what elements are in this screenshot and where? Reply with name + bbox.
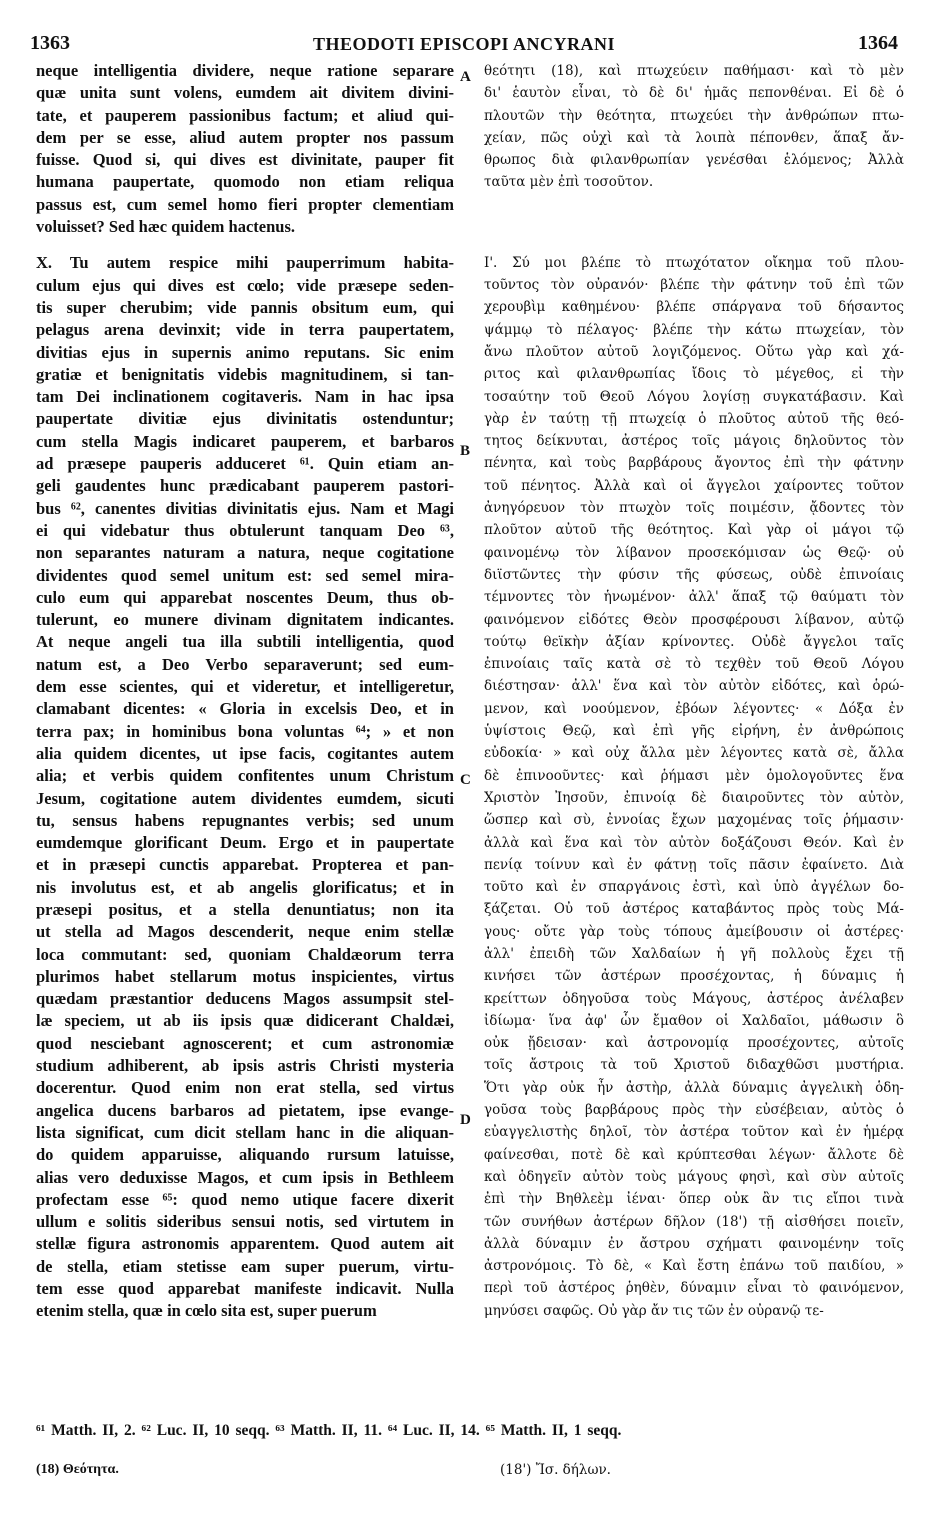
text-line: dividentes quod semel unitum est: sed semel mira- (36, 565, 454, 585)
text-line: quod nesciebant agnoscerent; et cum astronomiæ (36, 1033, 454, 1053)
text-line: πενίᾳ τοίνυν καὶ ἐν φάτνῃ τοῖς πᾶσιν ἐφαίνετο. Διὰ (484, 856, 904, 873)
section-marker-c: C (460, 772, 471, 788)
text-line: κρείττων ὁδηγοῦσα τοὺς Μάγους, ἀστέρος ἀνέλαβεν (484, 990, 904, 1007)
text-line: εὐαγγελιστὴς δηλοῖ, τὸν ἀστέρα τοῦτον καὶ ἐν ἡμέρᾳ (484, 1124, 904, 1141)
text-line: οὐκ ᾔδεισαν· καὶ ἀστρονομίᾳ προσέχοντες, αὐτοῖς (484, 1035, 904, 1052)
text-line: passus est, cum semel homo fieri propter clementiam (36, 194, 454, 214)
critical-note-left: (18) Θεότητα. (36, 1462, 119, 1477)
text-line: ριτος καὶ φιλανθρωπίας ἴδοις τὸ μέγεθος, εἰ τὴν (484, 366, 904, 383)
text-line: τῶν συνήθων ἀστέρων δῆλον (18') τῇ αἰσθήσει ποιεῖν, (484, 1213, 904, 1230)
text-line: τοῖς ἄστροις τὰ τοῦ Χριστοῦ διδαχθῶσι μυστήρια. (484, 1057, 904, 1074)
text-line: quæ unita sunt volens, eumdem ait divitem divini- (36, 83, 454, 103)
text-line: At neque angeli tua illa subtili intelligentia, quod (36, 632, 454, 652)
text-line: præsepi positus, et a stella denuntiatus; non ita (36, 899, 454, 919)
text-line: terra pax; in hominibus bona voluntas ⁶⁴; » et non (36, 721, 454, 741)
text-line: tate, et pauperem passionibus factum; et aliud qui- (36, 105, 454, 125)
text-line: κινήσει τῶν ἀστέρων προσέχοντας, ἡ δύναμις ἡ (484, 968, 904, 985)
text-line: πλουτῶν τὴν θεότητα, πτωχεύει τὴν ἀνθρώπων πτω- (484, 107, 904, 124)
text-line: X. Tu autem respice mihi pauperrimum habita- (36, 253, 454, 273)
text-line: ἐπινοίαις ταῖς κατὰ σὲ τὸ τεχθὲν τοῦ Θεοῦ Λόγου (484, 656, 904, 673)
text-line: nis involutus est, et ab angelis glorificatus; et in (36, 877, 454, 897)
section-marker-a: A (460, 69, 471, 85)
text-line: φαίνεσθαι, ποτὲ δὲ καὶ κρύπτεσθαι λέγων· ἄλλοτε δὲ (484, 1146, 904, 1163)
greek-column (484, 60, 904, 1322)
greek-paragraph-2 (484, 252, 904, 1322)
text-line: ταῦτα μὲν ἐπὶ τοσοῦτον. (484, 174, 654, 191)
text-line: περὶ τοῦ ἀστέρος ῥηθὲν, δύναμιν εἶναι τὸ φαινόμενον, (484, 1280, 904, 1297)
text-line: μηνύσει σαφῶς. Οὐ γὰρ ἄν τις τῶν ἐν οὐρανῷ τε- (484, 1302, 824, 1319)
paragraph-gap (36, 238, 454, 252)
latin-paragraph-2 (36, 252, 454, 1322)
text-line: γοῦσα τοὺς βαρβάρους πρὸς τὴν εὐσέβειαν, αὐτὸς ὁ (484, 1102, 904, 1119)
text-line: humana paupertate, quomodo non etiam reliqua (36, 172, 454, 192)
text-line: plurimos habet stellarum motus inspicientes, virtus (36, 966, 454, 986)
text-line: τοσαύτην τοῦ Θεοῦ Λόγου λογίσῃ συγκατάβασιν. Καὶ (484, 388, 904, 405)
section-marker-d: D (460, 1112, 471, 1128)
text-line: angelica ducens barbaros ad pietatem, ipse evange- (36, 1100, 454, 1120)
text-line: gratiæ et benignitatis videbis magnitudinem, si tan- (36, 364, 454, 384)
text-line: ullum e solitis sideribus sensui notis, sed virtutem in (36, 1212, 454, 1232)
text-line: ψάμμῳ τὸ πέλαγος· βλέπε τὴν κάτω πτωχείαν, τὸν (484, 321, 904, 338)
page-number-right: 1364 (858, 32, 898, 54)
text-line: et in præsepi cunctis apparebat. Propterea et pan- (36, 855, 454, 875)
critical-notes (36, 1462, 904, 1478)
text-line: φαινόμενον εἰδότες Θεὸν προσφέρουσι λίβανον, αὐτῷ (484, 611, 904, 628)
text-line: natum est, a Deo Verbo separaverunt; sed eum- (36, 654, 454, 674)
text-line: ἀλλὰ δύναμιν ἐν ἄστρου σχήματι φαινομένην τοῖς (484, 1235, 904, 1252)
text-line: καὶ ὁδηγεῖν αὐτὸν τοὺς μάγους φησὶ, καὶ σὺν αὐτοῖς (484, 1168, 904, 1185)
greek-paragraph-1 (484, 60, 904, 194)
text-line: τοῦ πένητος. Ἀλλὰ καὶ οἱ ἄγγελοι χαίροντες τοῦτον (484, 477, 904, 494)
text-line: φαινομένῳ τὸν λίβανον προσεκόμισαν ὡς Θεῷ· οὐ (484, 544, 904, 561)
text-line: Jesum, cogitatione autem dividentes eumdem, sicuti (36, 788, 454, 808)
text-line: μενον, καὶ νοούμενον, ἐβόων λέγοντες· « Δόξα ἐν (484, 700, 904, 717)
text-line: ὥσπερ καὶ σὺ, ἐννοίας ἔχων μαχομένας τοῖς ῥήμασιν· (484, 812, 904, 829)
text-line: θρωπος διὰ φιλανθρωπίαν γενέσθαι ἑλόμενος; Ἀλλὰ (484, 152, 904, 169)
running-title: THEODOTI EPISCOPI ANCYRANI (312, 34, 616, 54)
text-line: lista significat, cum dicit stellam hanc in die aliquan- (36, 1122, 454, 1142)
text-line: διϊστῶντες τὴν φύσιν τῆς φύσεως, οὐδὲ ἐπινοίαις (484, 566, 904, 583)
text-line: τητος δείκνυται, ἀστέρος τοῖς μάγοις δηλοῦντος τὸν (484, 433, 904, 450)
text-line: διέστησαν· ἀλλ' ἕνα καὶ τὸν αὐτὸν εἰδότες, καὶ ὁρώ- (484, 678, 904, 695)
paragraph-gap (484, 194, 904, 252)
text-line: ἀστρονόμοις. Τὸ δὲ, « Καὶ ἔστη ἐπάνω τοῦ παιδίου, » (484, 1258, 904, 1275)
text-line: ἀνηγόρευον τὸν πτωχὸν τοῖς ποιμέσιν, ᾄδοντες τὸν (484, 500, 904, 517)
text-line: dem per se esse, aliud autem propter nos passum (36, 127, 454, 147)
text-line: tem esse quod apparebat manifeste indicavit. Nulla (36, 1279, 454, 1299)
text-line: eumdemque glorificant Deum. Ergo et in paupertate (36, 833, 454, 853)
text-line: τέμνοντες τὸν ἡνωμένον· ἀλλ' ἅπαξ τῷ θαύματι τὸν (484, 589, 904, 606)
text-line: τούτῳ θεϊκὴν ἀξίαν κρίνοντες. Οὐδὲ ἄγγελοι ταῖς (484, 633, 904, 650)
text-line: τοῦντος τὸν οὐρανόν· βλέπε τὴν φάτνην τοῦ ἐπὶ τῶν (484, 277, 904, 294)
text-line: δι' ἑαυτὸν εἶναι, τὸ δὲ δι' ἡμᾶς πεπονθέναι. Εἰ δὲ ὁ (484, 85, 904, 102)
text-line: ἀλλ' ἐπειδὴ τῶν Χαλδαίων ἡ γῆ πολλοὺς ἔχει τῇ (484, 945, 904, 962)
text-line: Ι'. Σύ μοι βλέπε τὸ πτωχότατον οἴκημα τοῦ πλου- (484, 254, 904, 271)
text-line: quædam præstantior deducens Magos assumpsit stel- (36, 989, 454, 1009)
text-line: fuisse. Quod si, qui dives est divinitate, pauper fit (36, 150, 454, 170)
text-line: τοῦτο καὶ ἐν σπαργάνοις ἐστὶ, καὶ ὑπὸ ἀγγέλων δο- (484, 879, 904, 896)
text-line: loca commutant: sed, quoniam Chaldæorum terra (36, 944, 454, 964)
text-line: docerentur. Quod enim non erat stella, sed virtus (36, 1078, 454, 1098)
text-line: ξάζεται. Οὐ τοῦ ἀστέρος καταβάντος πρὸς τοὺς Μά- (484, 901, 904, 918)
text-line: neque intelligentia dividere, neque ratione separare (36, 61, 454, 80)
text-line: γὰρ ἐν ταύτῃ τῇ πτωχείᾳ ὁ πλοῦτος αὐτοῦ τῆς θεό- (484, 410, 904, 427)
text-line: bus ⁶², canentes divitias divinitatis ejus. Nam et Magi (36, 498, 454, 518)
running-header (30, 30, 898, 60)
text-line: voluisset? Sed hæc quidem hactenus. (36, 217, 295, 237)
text-line: divitias ejus in supernis animo reputans. Sic enim (36, 342, 454, 362)
text-line: do quidem apparuisse, aliquando rursum latuisse, (36, 1145, 454, 1165)
text-line: ἀλλὰ καὶ ἕνα καὶ τὸν αὐτὸν δοξάζουσι Θεόν. Καὶ ἐν (484, 834, 904, 851)
text-line: clamabant dicentes: « Gloria in excelsis Deo, et in (36, 699, 454, 719)
text-line: de stella, etiam stetisse eam super puerum, virtu- (36, 1256, 454, 1276)
section-marker-b: B (460, 443, 471, 459)
text-line: alias vero deduxisse Magos, et cum ipsis in Bethleem (36, 1167, 454, 1187)
footnote-references: ⁶¹ Matth. II, 2. ⁶² Luc. II, 10 seqq. ⁶³ Matth. II, 11. ⁶⁴ Luc. II, 14. ⁶⁵ Matth. II, 1 seqq. (36, 1422, 622, 1439)
latin-column (36, 60, 454, 1323)
text-line: geli gaudentes hunc prædicabant pauperem pastori- (36, 476, 454, 496)
text-line: ἰδίωμα· ἵνα ἀφ' ὧν ἔμαθον οἱ Χαλδαῖοι, μάθωσιν ὃ (484, 1012, 904, 1029)
text-line: tam Dei inclinationem cogitaveris. Nam in hac ipsa (36, 387, 454, 407)
text-line: alia; et verbis quidem confitentes unum Christum (36, 766, 454, 786)
text-line: ἐπὶ τὴν Βηθλεὲμ ἰέναι· ὅπερ οὐκ ἂν τις εἴποι τινὰ (484, 1191, 904, 1208)
text-line: εὐδοκία· » καὶ οὐχ ἄλλα μὲν λέγοντες κατὰ σὲ, ἄλλα (484, 745, 904, 762)
text-line: Ὅτι γὰρ οὐκ ἦν ἀστὴρ, ἀλλὰ δύναμις ἀγγελικὴ ὁδη- (484, 1079, 904, 1096)
text-line: γους· οὔτε γὰρ τοὺς τόπους ἀμείβουσιν οἱ ἀστέρες· (484, 923, 904, 940)
text-line: etenim stella, quæ in cœlo sita est, super puerum (36, 1301, 377, 1321)
text-line: alia quidem dicentes, ut ipse facis, cogitantes autem (36, 743, 454, 763)
text-line: pelagus arena devinxit; vide in terra paupertatem, (36, 320, 454, 340)
text-line: stellæ figura astronomis apparentem. Quod autem ait (36, 1234, 454, 1254)
critical-note-right: (18') Ἴσ. δήλων. (500, 1462, 611, 1478)
text-line: paupertate divitiæ ejus divinitatis ostenduntur; (36, 409, 454, 429)
text-line: profectam esse ⁶⁵: quod nemo utique facere dixerit (36, 1189, 454, 1209)
text-line: culo eum qui apparebat noscentes Deum, thus ob- (36, 587, 454, 607)
text-line: χείαν, πῶς οὐχὶ καὶ τὰ λοιπὰ πέπονθεν, ἅπαξ ἄν- (484, 129, 904, 146)
text-line: Χριστὸν Ἰησοῦν, ἐπινοίᾳ δὲ διαιροῦντες τὸν αὐτὸν, (484, 789, 904, 806)
text-line: δὲ ἐπινοοῦντες· καὶ ῥήμασι μὲν ὁμολογοῦντες ἕνα (484, 767, 904, 784)
text-line: non separantes naturam a natura, neque cogitatione (36, 543, 454, 563)
latin-paragraph-1 (36, 60, 454, 238)
text-line: θεότητι (18), καὶ πτωχεύειν παθήμασι· καὶ τὸ μὲν (484, 63, 904, 79)
text-line: læ speciem, ut ab iis ipsis quæ didicerant Chaldæi, (36, 1011, 454, 1031)
text-line: tu, sensus habens repugnantes verbis; sed unum (36, 810, 454, 830)
text-line: studium adhiberent, ab ipsis astris Christi mysteria (36, 1056, 454, 1076)
text-line: cum stella Magis indicaret pauperem, et barbaros (36, 431, 454, 451)
text-line: ἄνω πλοῦτον αὐτοῦ λογιζόμενος. Οὕτω γὰρ καὶ χά- (484, 343, 904, 360)
text-line: tis super cherubim; vide pannis obsitum eum, qui (36, 297, 454, 317)
text-line: πλοῦτον αὐτοῦ τῆς θεότητος. Καὶ γὰρ οἱ μάγοι τῷ (484, 522, 904, 539)
text-line: ad præsepe pauperis adduceret ⁶¹. Quin etiam an- (36, 454, 454, 474)
text-line: culum ejus qui dives est cœlo; vide præsepe seden- (36, 275, 454, 295)
text-line: ὑψίστοις Θεῷ, καὶ ἐπὶ γῆς εἰρήνη, ἐν ἀνθρώποις (484, 723, 904, 740)
text-line: χερουβὶμ καθημένου· βλέπε σπάργανα τοῦ δήσαντος (484, 299, 904, 316)
page-number-left: 1363 (30, 32, 70, 54)
text-line: dem esse scientes, qui et videretur, et intelligeretur, (36, 677, 454, 697)
text-line: tulerunt, eo munere divinam dignitatem indicantes. (36, 610, 454, 630)
text-line: πένητα, καὶ τοὺς βαρβάρους ἄγοντος ἐπὶ τὴν φάτνην (484, 455, 904, 472)
text-line: ei qui videbatur thus obtulerunt tanquam Deo ⁶³, (36, 520, 454, 540)
text-line: ut stella ad Magos descenderit, neque enim stellæ (36, 922, 454, 942)
